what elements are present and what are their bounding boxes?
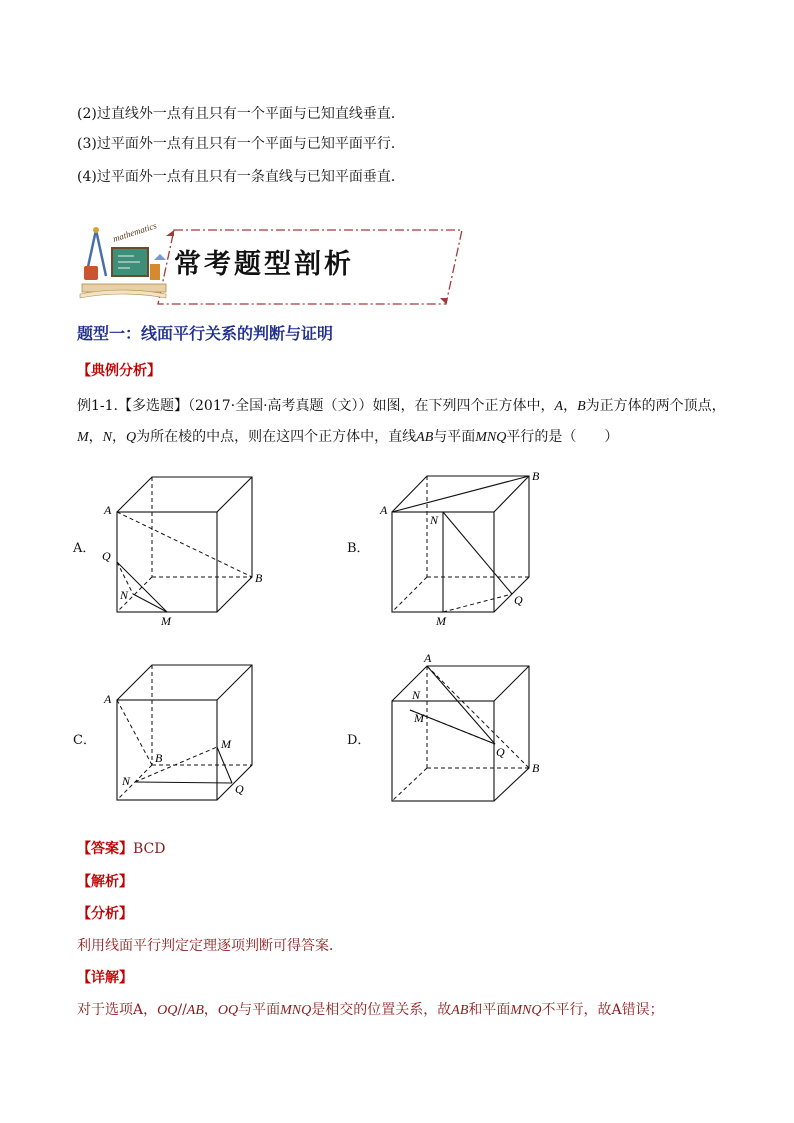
seg-oq: OQ [157, 1003, 178, 1018]
problem-tag: 【多选题】 [118, 398, 188, 414]
option-b-label: B． [347, 541, 370, 556]
label-b: B [155, 751, 163, 765]
point-q: Q [126, 430, 137, 445]
label-a: A [380, 503, 388, 517]
section-banner [74, 220, 464, 310]
answer-value: BCD [133, 841, 166, 857]
label-m: M [414, 711, 424, 725]
answer-line [77, 838, 165, 858]
problem-line2-plane: 与平面 [433, 429, 476, 445]
detail-mid-1: 与平面 [238, 1002, 281, 1018]
label-q: Q [496, 745, 505, 759]
label-b: B [532, 469, 540, 483]
detail-text [77, 999, 664, 1019]
vertex-a: A [554, 399, 564, 414]
detail-pre: 对于选项A， [77, 1002, 158, 1018]
option-c-label: C． [73, 733, 96, 748]
cube-d-figure [372, 648, 552, 823]
plane-mnq-2: MNQ [510, 1003, 542, 1018]
label-a: A [104, 692, 112, 706]
label-n: N [430, 513, 439, 527]
svg-text:mathematics: mathematics [111, 220, 158, 244]
point-n: N [102, 430, 113, 445]
problem-line2-mid: 为所在棱的中点，则在这四个正方体中，直线 [136, 429, 417, 445]
problem-line1-rest: 为正方体的两个顶点， [585, 398, 726, 414]
line-ab: AB [416, 430, 434, 445]
label-a: A [424, 651, 432, 665]
problem-line-2: M，N，Q为所在棱的中点，则在这四个正方体中，直线AB与平面MNQ平行的是（ ） [77, 429, 619, 445]
label-m: M [161, 614, 171, 628]
label-b: B [255, 571, 263, 585]
label-n: N [120, 588, 129, 602]
seg-ab: AB [186, 1003, 204, 1018]
typical-analysis-label: 【典例分析】 [77, 363, 161, 379]
problem-line2-end: 平行的是（ ） [506, 429, 619, 445]
seg-ab-2: AB [451, 1003, 469, 1018]
label-q: Q [514, 593, 523, 607]
banner-title: 常考题型剖析 [174, 249, 354, 280]
plane-mnq: MNQ [280, 1003, 312, 1018]
cube-c-figure [95, 655, 275, 830]
parallel-sign: // [177, 1002, 187, 1018]
problem-line-1 [77, 395, 726, 415]
comma: ， [203, 1002, 218, 1018]
cube-b-figure [372, 462, 552, 637]
label-m: M [436, 614, 446, 628]
vertex-b: B [577, 399, 586, 414]
cube-a-figure [95, 462, 275, 637]
solution-label: 【解析】 [77, 874, 133, 890]
label-m: M [221, 737, 231, 751]
detail-label: 【详解】 [77, 970, 133, 986]
label-n: N [412, 688, 421, 702]
detail-mid-2: 是相交的位置关系，故 [311, 1002, 452, 1018]
option-d-label: D． [347, 733, 371, 748]
detail-end: 不平行，故A错误； [541, 1002, 664, 1018]
intro-item-4: (4)过平面外一点有且只有一条直线与已知平面垂直． [77, 169, 405, 185]
sep: ， [563, 398, 578, 414]
label-q: Q [235, 782, 244, 796]
analysis-text: 利用线面平行判定定理逐项判断可得答案． [77, 938, 343, 954]
label-q: Q [102, 549, 111, 563]
seg-oq-2: OQ [217, 1003, 239, 1018]
label-n: N [122, 774, 131, 788]
math-logo-icon [80, 220, 166, 298]
option-a-label: A． [73, 541, 96, 556]
plane-mnq: MNQ [475, 430, 507, 445]
problem-source: （2017·全国·高考真题（文））如图，在下列四个正方体中， [188, 398, 555, 414]
label-b: B [532, 761, 540, 775]
section-heading: 题型一：线面平行关系的判断与证明 [77, 324, 334, 343]
point-m: M [77, 430, 89, 445]
answer-label: 【答案】 [77, 841, 133, 857]
analysis-label: 【分析】 [77, 906, 133, 922]
problem-prefix: 例1-1. [77, 398, 118, 414]
label-a: A [104, 503, 112, 517]
intro-item-3: (3)过平面外一点有且只有一个平面与已知平面平行． [77, 136, 405, 152]
intro-item-2: (2)过直线外一点有且只有一个平面与已知直线垂直． [77, 106, 405, 122]
detail-mid-3: 和平面 [468, 1002, 511, 1018]
